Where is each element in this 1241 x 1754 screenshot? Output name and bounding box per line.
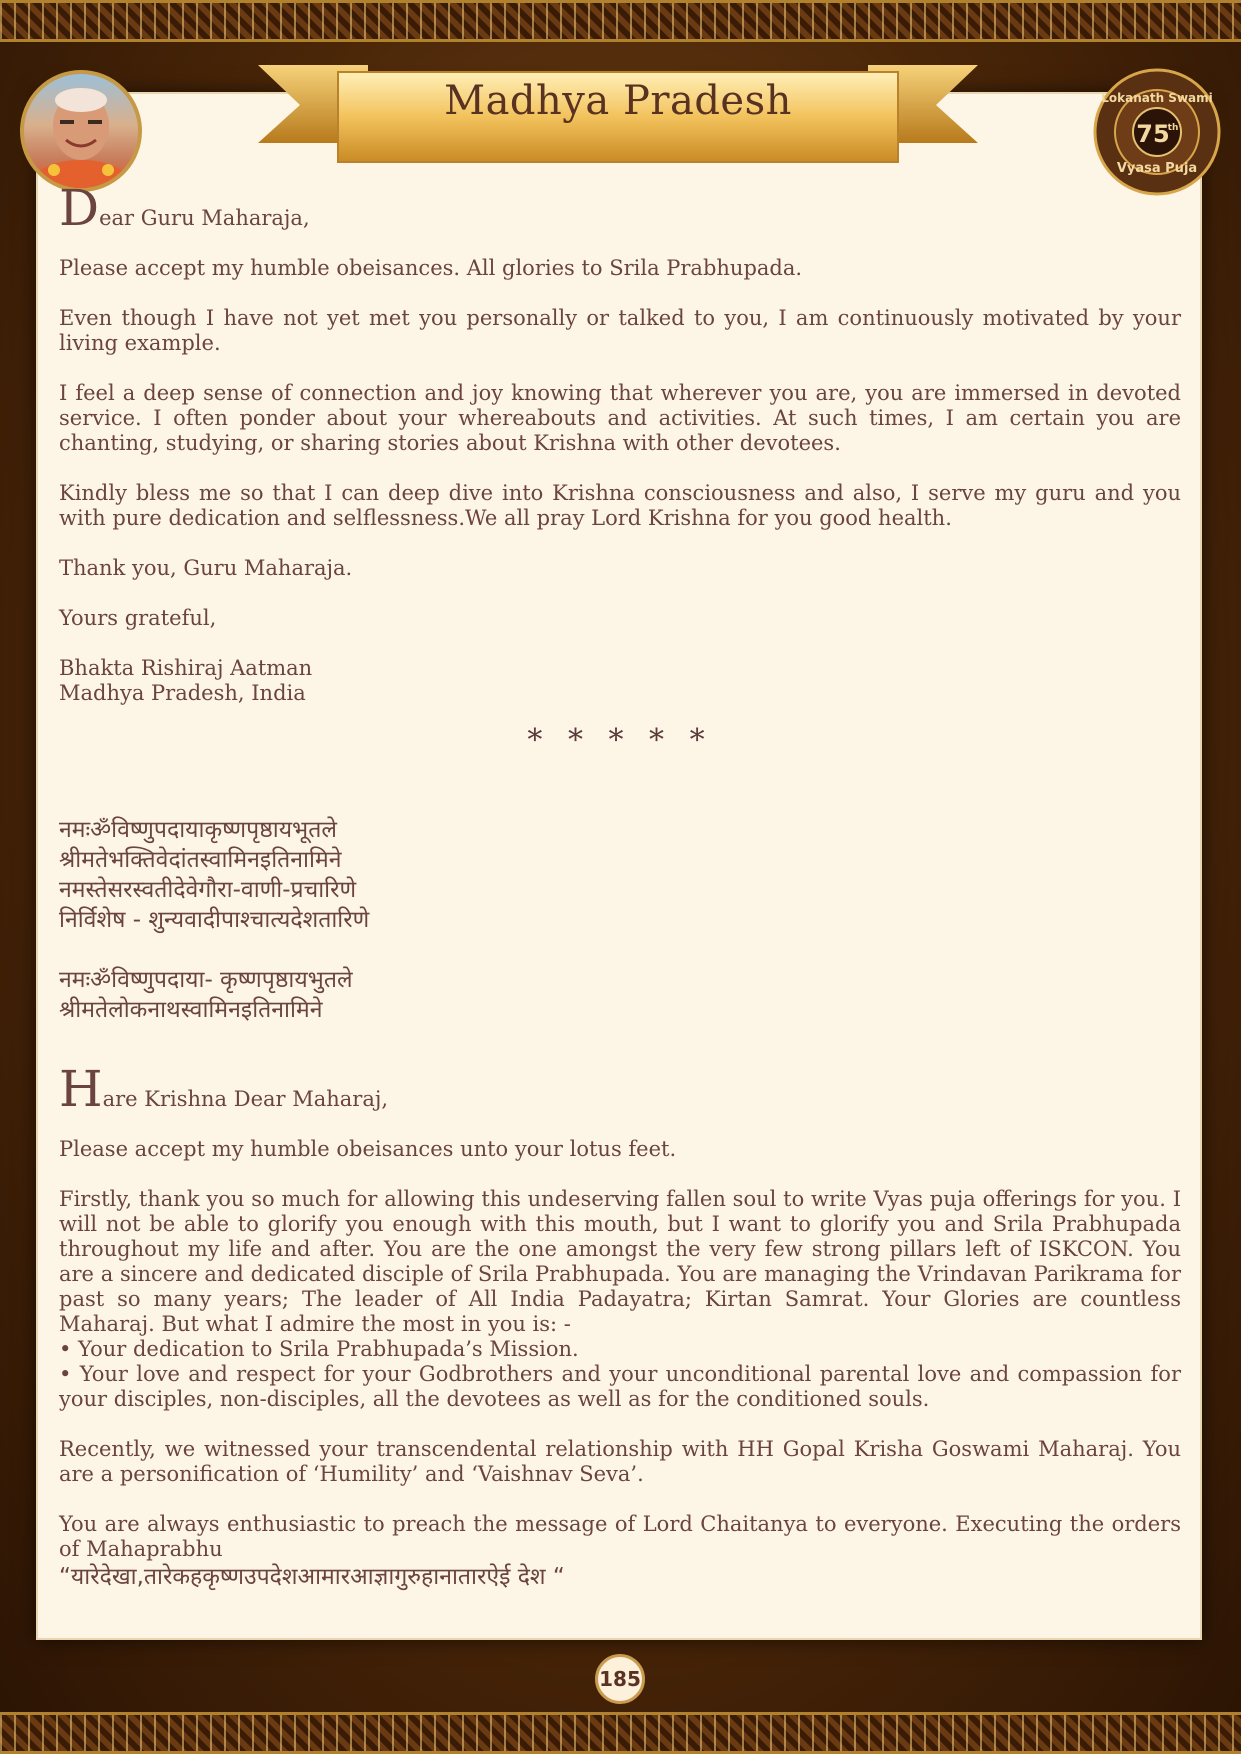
- mantra-block-1: [59, 815, 1181, 935]
- salutation-text: are Krishna Dear Maharaj,: [102, 1087, 389, 1111]
- paragraph: Recently, we witnessed your transcendental relationship with HH Gopal Krisha Goswami Maharaj. You are a personification of ‘Humility’ and ‘Vaishnav Seva’.: [59, 1437, 1181, 1486]
- bullet-item: • Your love and respect for your Godbrothers and your unconditional parental love and compassion for your disciples, non-disciples, all the devotees as well as for the conditioned souls.: [59, 1362, 1181, 1411]
- page-title: Madhya Pradesh: [444, 78, 792, 124]
- paragraph: Please accept my humble obeisances unto your lotus feet.: [59, 1137, 677, 1161]
- paragraph: Please accept my humble obeisances. All glories to Srila Prabhupada.: [59, 256, 803, 280]
- portrait-avatar: [20, 70, 142, 192]
- salutation-text: ear Guru Maharaja,: [99, 206, 310, 230]
- paragraph: Kindly bless me so that I can deep dive into Krishna consciousness and also, I serve my guru and you with pure dedication and selflessness.We all pray Lord Krishna for you good health.: [59, 481, 1181, 530]
- drop-cap: H: [59, 1060, 103, 1118]
- seal-number: 75: [1136, 120, 1170, 148]
- quote-line: “यारेदेखा,तारेकहकृष्णउपदेशआमारआज्ञागुरुहानातारऐई देश “: [59, 1564, 565, 1590]
- paragraph: Firstly, thank you so much for allowing this undeserving fallen soul to write Vyas puja offerings for you. I will not be able to glorify you enough with this mouth, but I want to glorify you and Srila Prabhupada throughout my life and after. You are the one amongst the very few strong pillars left of ISKCON. You are a sincere and dedicated disciple of Srila Prabhupada. You are managing the Vrindavan Parikrama for past so many years; The leader of All India Padayatra; Kirtan Samrat. Your Glories are countless Maharaj. But what I admire the most in you is: -: [59, 1187, 1181, 1336]
- page-number: 185: [595, 1654, 645, 1704]
- seal-bottom-text: Vyasa Puja: [1116, 161, 1198, 176]
- signature-place: Madhya Pradesh, India: [59, 681, 306, 705]
- signature-name: Bhakta Rishiraj Aatman: [59, 656, 313, 680]
- seal-top-text: Lokanath Swami: [1101, 91, 1213, 105]
- portrait-icon: [24, 74, 138, 188]
- paragraph: Thank you, Guru Maharaja.: [59, 556, 353, 580]
- mantra-block-2: [59, 965, 1181, 1025]
- drop-cap: D: [59, 179, 100, 237]
- separator: * * * * *: [527, 723, 713, 758]
- seal-suffix: th: [1167, 123, 1179, 133]
- paragraph: You are always enthusiastic to preach the message of Lord Chaitanya to everyone. Executing the orders of Mahaprabhu: [59, 1512, 1181, 1561]
- bullet-item: • Your dedication to Srila Prabhupada’s Mission.: [59, 1337, 579, 1361]
- salutation-1: [59, 179, 1181, 237]
- top-border-band: [0, 0, 1241, 42]
- mantra-line: श्रीमतेलोकनाथस्वामिनइतिनामिने: [59, 997, 323, 1023]
- mantra-line: श्रीमतेभक्तिवेदांतस्वामिनइतिनामिने: [59, 847, 342, 873]
- mantra-line: निर्विशेष - शुन्यवादीपाश्चात्यदेशतारिणे: [59, 907, 370, 933]
- vyasa-puja-seal: [1093, 68, 1221, 196]
- paragraph: Even though I have not yet met you personally or talked to you, I am continuously motivated by your living example.: [59, 306, 1181, 355]
- bottom-border-band: [0, 1712, 1241, 1754]
- paragraph: I feel a deep sense of connection and joy knowing that wherever you are, you are immersed in devoted service. I often ponder about your whereabouts and activities. At such times, I am certain you are chanting, studying, or sharing stories about Krishna with other devotees.: [59, 381, 1181, 455]
- letter-content: [59, 179, 1181, 1592]
- title-ribbon: [258, 50, 978, 170]
- mantra-line: नमःॐविष्णुपदायाकृष्णपृष्ठायभूतले: [59, 817, 337, 843]
- salutation-2: [59, 1060, 1181, 1118]
- mantra-line: नमःॐविष्णुपदाया- कृष्णपृष्ठायभुतले: [59, 967, 353, 993]
- mantra-line: नमस्तेसरस्वतीदेवेगौरा-वाणी-प्रचारिणे: [59, 877, 357, 903]
- closing: Yours grateful,: [59, 606, 217, 630]
